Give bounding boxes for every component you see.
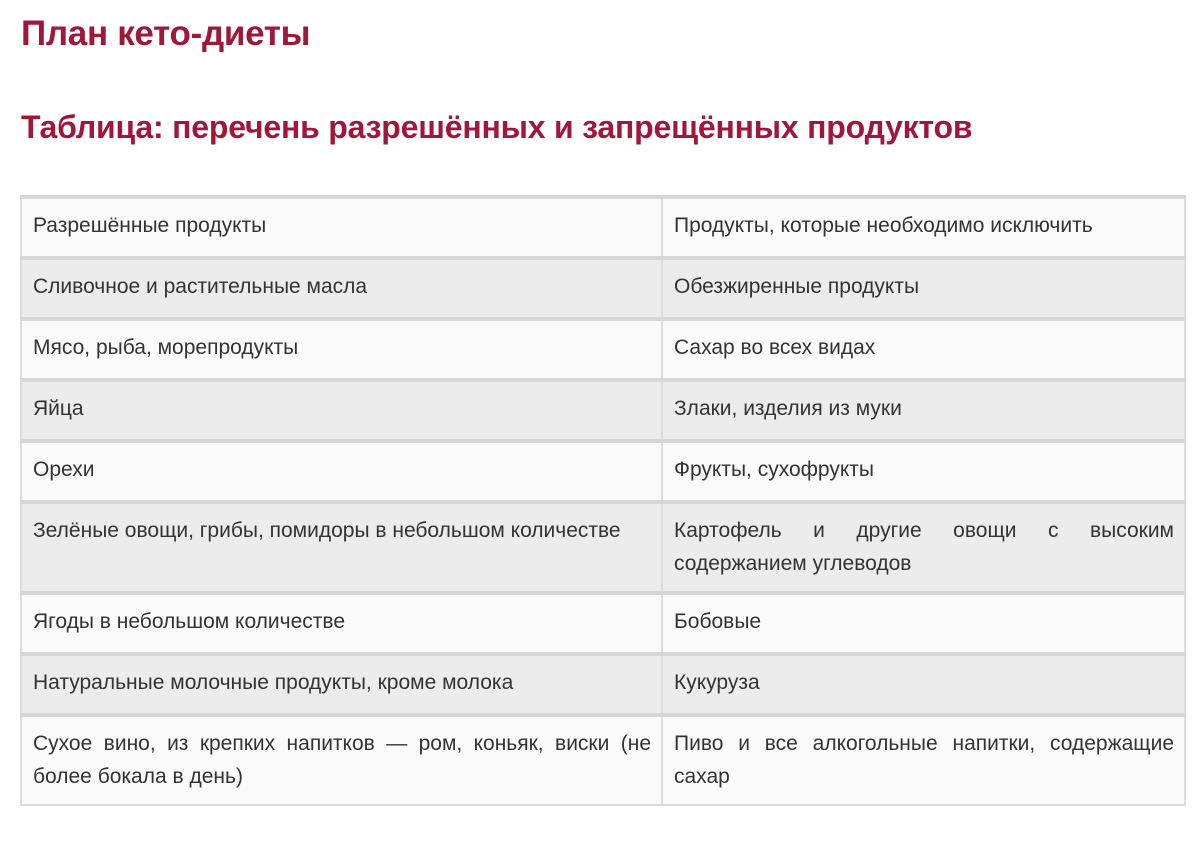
excluded-product-cell: Обезжиренные продукты: [662, 258, 1185, 319]
table-title: Таблица: перечень разрешённых и запрещённых продуктов: [21, 109, 973, 145]
table-row: [21, 380, 1185, 441]
allowed-product-cell: Мясо, рыба, морепродукты: [21, 319, 662, 380]
excluded-product-cell: Бобовые: [662, 593, 1185, 654]
products-table: [20, 195, 1186, 806]
excluded-product-cell: Фрукты, сухофрукты: [662, 441, 1185, 502]
allowed-product-cell: Зелёные овощи, грибы, помидоры в небольшом количестве: [21, 502, 662, 593]
table-row: [21, 441, 1185, 502]
excluded-product-cell: Сахар во всех видах: [662, 319, 1185, 380]
allowed-product-cell: Ягоды в небольшом количестве: [21, 593, 662, 654]
page-title: План кето-диеты: [21, 14, 311, 53]
table-row: [21, 715, 1185, 805]
allowed-product-cell: Яйца: [21, 380, 662, 441]
allowed-product-cell: Сухое вино, из крепких напитков — ром, коньяк, виски (не более бокала в день): [21, 715, 662, 805]
table-row: [21, 654, 1185, 715]
excluded-column-header: Продукты, которые необходимо исключить: [662, 197, 1185, 258]
table-row: [21, 502, 1185, 593]
excluded-product-cell: Злаки, изделия из муки: [662, 380, 1185, 441]
excluded-product-cell: Картофель и другие овощи с высоким содержанием углеводов: [662, 502, 1185, 593]
table-row: [21, 258, 1185, 319]
allowed-product-cell: Сливочное и растительные масла: [21, 258, 662, 319]
allowed-column-header: Разрешённые продукты: [21, 197, 662, 258]
allowed-product-cell: Натуральные молочные продукты, кроме молока: [21, 654, 662, 715]
table-row: [21, 319, 1185, 380]
excluded-product-cell: Кукуруза: [662, 654, 1185, 715]
table-header-row: [21, 197, 1185, 258]
excluded-product-cell: Пиво и все алкогольные напитки, содержащие сахар: [662, 715, 1185, 805]
allowed-product-cell: Орехи: [21, 441, 662, 502]
table-row: [21, 593, 1185, 654]
